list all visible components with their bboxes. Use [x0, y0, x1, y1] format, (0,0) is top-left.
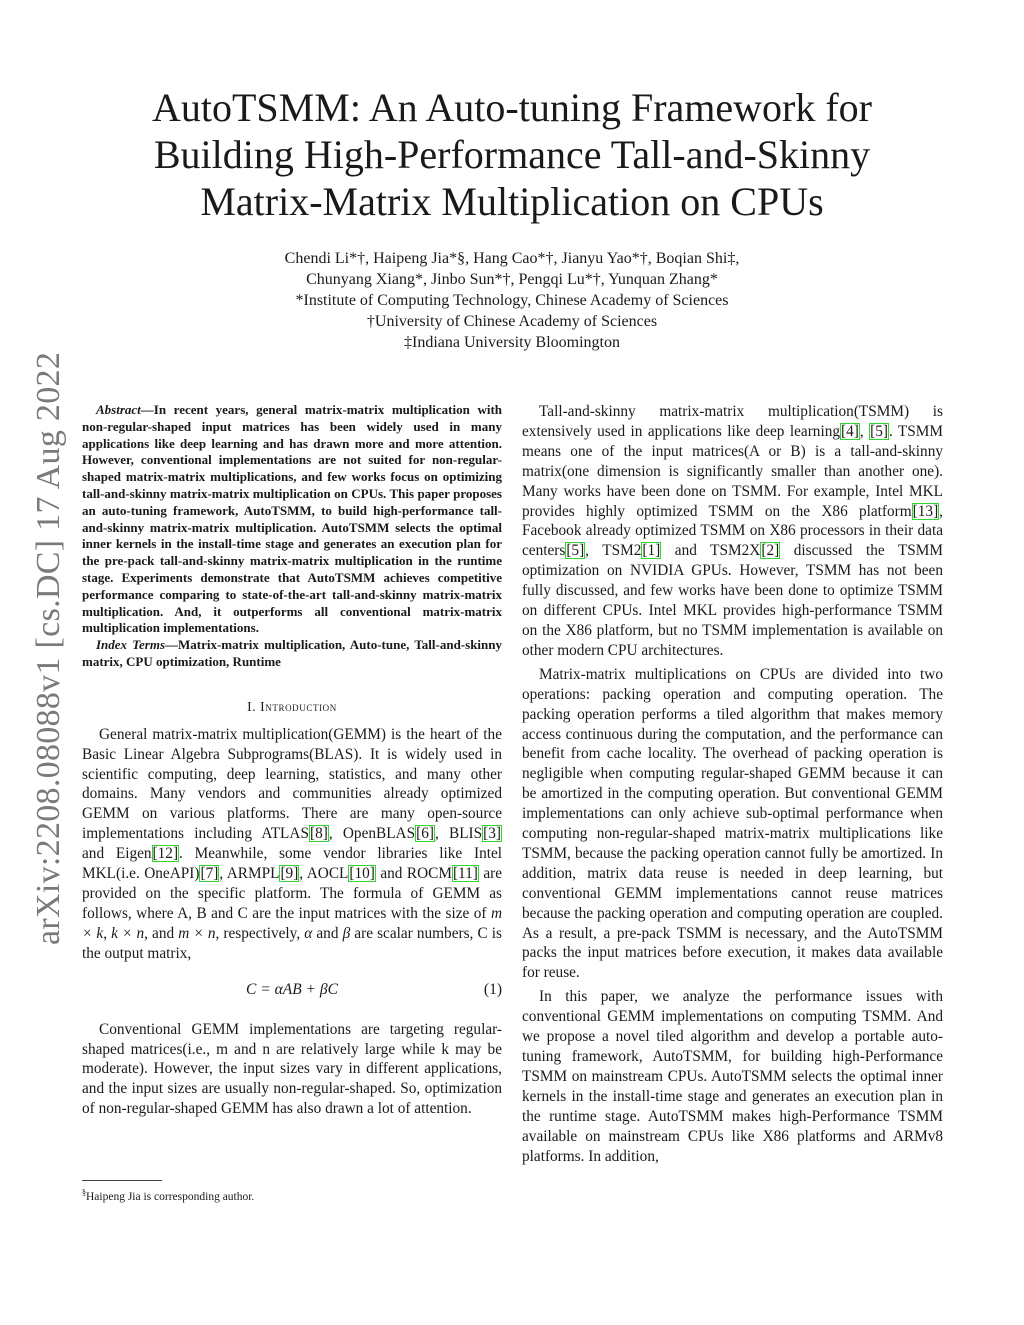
- math-inline: m × n: [178, 924, 216, 942]
- affiliation: *Institute of Computing Technology, Chinese Academy of Sciences: [295, 292, 729, 309]
- section-heading-introduction: [82, 699, 502, 715]
- equation-body: C = αAB + βC: [246, 980, 338, 998]
- citation-link[interactable]: [3]: [483, 825, 501, 843]
- title-line: Building High-Performance Tall-and-Skinny: [153, 132, 871, 177]
- paragraph: General matrix-matrix multiplication(GEMM) is the heart of the Basic Linear Algebra Subprograms(BLAS). It is widely used in scientific computing, deep learning, statistics, and many other domains. Many vendors and communities already optimized GEMM on various platforms. There are many open-source implementations including ATLAS[8], OpenBLAS[6], BLIS[3] and Eigen[12]. Meanwhile, some vendor libraries like Intel MKL(i.e. OneAPI)[7], ARMPL[9], AOCL[10] and ROCM[11] are provided on the specific platform. The formula of GEMM as follows, where A, B and C are the input matrices with the size of m × k, k × n, and m × n, respectively, α and β are scalar numbers, C is the output matrix,: [82, 725, 503, 962]
- left-column: [82, 402, 502, 1119]
- citation-link[interactable]: [10]: [349, 865, 375, 883]
- paragraph: In this paper, we analyze the performance issues with conventional GEMM implementations on computing TSMM. And we propose a novel tiled algorithm and develop a portable auto-tuning framework, AutoTSMM, for building high-Performance TSMM on mainstream CPUs. AutoTSMM selects the optimal inner kernels in the install-time stage and generates an execution plan in the runtime stage. AutoTSMM makes high-Performance TSMM available on mainstream CPUs like X86 platforms and ARMv8 platforms. In addition,: [522, 988, 943, 1165]
- citation-link[interactable]: [13]: [912, 502, 939, 520]
- section-title-text: Introduction: [260, 698, 337, 714]
- footnote-text: Haipeng Jia is corresponding author.: [86, 1190, 255, 1203]
- citation-link[interactable]: [11]: [452, 865, 478, 883]
- math-inline: k × n: [111, 924, 145, 942]
- citation-link[interactable]: [4]: [841, 422, 859, 440]
- citation-link[interactable]: [1]: [642, 542, 661, 560]
- author-line: Chunyang Xiang*, Jinbo Sun*†, Pengqi Lu*†, Yunquan Zhang*: [306, 271, 718, 288]
- paragraph: Conventional GEMM implementations are targeting regular-shaped matrices(i.e., m and n are relatively large while k may be moderate). However, the input sizes vary in different applications, and the input sizes are usually non-regular-shaped. So, optimization of non-regular-shaped GEMM has also drawn a lot of attention.: [82, 1020, 502, 1118]
- abstract-lead: Abstract: [96, 402, 141, 417]
- equation-1: [82, 976, 502, 1006]
- abstract-text: —In recent years, general matrix-matrix multiplication with non-regular-shaped input matrices has been widely used in many applications like deep learning and has drawn more and more attention. However, conventional implementations are not suited for non-regular-shaped matrix-matrix multiplications, and few works focus on optimizing tall-and-skinny matrix-matrix multiplication on CPUs. This paper proposes an auto-tuning framework, AutoTSMM, to build high-performance tall-and-skinny matrix-matrix multiplication. AutoTSMM selects the optimal inner kernels in the install-time stage and generates an execution plan for the pre-pack tall-and-skinny matrix-matrix multiplication in the runtime stage. Experiments demonstrate that AutoTSMM achieves competitive performance comparing to state-of-the-art tall-and-skinny matrix-matrix multiplication. And, it outperforms all conventional matrix-matrix multiplication implementations.: [82, 402, 502, 636]
- title-line: Matrix-Matrix Multiplication on CPUs: [200, 179, 824, 224]
- math-inline: m × k: [82, 904, 502, 942]
- citation-link[interactable]: [8]: [309, 825, 328, 843]
- paragraph: Tall-and-skinny matrix-matrix multiplication(TSMM) is extensively used in applications like deep learning[4], [5]. TSMM means one of the input matrices(A or B) is a tall-and-skinny matrix(one dimension is significantly smaller than another one). Many works have been done on TSMM. For example, Intel MKL provides highly optimized TSMM on the X86 platform[13], Facebook already optimized TSMM on X86 processors in their data centers[5], TSM2[1] and TSM2X[2] discussed the TSMM optimization on NVIDIA GPUs. However, TSMM has not been fully discussed, and few works have been done to optimize TSMM on different CPUs. Intel MKL provides high-performance TSMM on the X86 platform, but no TSMM implementation is available on other modern CPU architectures.: [522, 403, 943, 659]
- citation-link[interactable]: [5]: [870, 422, 888, 440]
- section-numeral: I.: [247, 698, 261, 714]
- index-terms-text: —Matrix-matrix multiplication, Auto-tune, Tall-and-skinny matrix, CPU optimization, Runtime: [82, 637, 502, 669]
- right-column: [522, 402, 943, 1166]
- intro-text: [82, 725, 502, 1119]
- footnote-rule: [82, 1180, 162, 1181]
- author-block: [100, 248, 924, 353]
- paragraph: Matrix-matrix multiplications on CPUs are divided into two operations: packing operation and computing operation. The packing operation performs a tiled algorithm that makes memory access continuous during the computation, and the performance can benefit from cache locality. The overhead of packing operation is negligible when computing regular-shaped GEMM because it can be amortized in the computing operation. But conventional GEMM implementations can only achieve sub-optimal performance when computing non-regular-shaped matrix-matrix multiplications like TSMM, because the packing operation cannot fully be amortized. In addition, matrix data reuse is needed in deep learning, but conventional GEMM implementations cannot reuse matrices because the packing operation and computing operation are coupled. As a result, a pre-pack TSMM is necessary, and the AutoTSMM packs the input matrices before execution, it makes data available for reuse.: [522, 665, 943, 982]
- index-terms-lead: Index Terms: [96, 637, 165, 653]
- footnote: [82, 1186, 254, 1204]
- affiliation: †University of Chinese Academy of Sciences: [366, 313, 658, 330]
- intro-text-continued: [522, 402, 943, 1166]
- citation-link[interactable]: [5]: [566, 542, 585, 560]
- citation-link[interactable]: [2]: [761, 542, 780, 560]
- abstract: [82, 402, 502, 671]
- math-inline: α: [304, 924, 313, 942]
- math-inline: β: [342, 924, 351, 942]
- arxiv-stamp: arXiv:2208.08088v1 [cs.DC] 17 Aug 2022: [30, 351, 67, 945]
- citation-link[interactable]: [6]: [416, 825, 434, 843]
- footnote-mark: §: [82, 1188, 86, 1197]
- citation-link[interactable]: [9]: [280, 865, 299, 883]
- citation-link[interactable]: [12]: [152, 845, 179, 863]
- equation-number: (1): [483, 980, 502, 998]
- paper-title: [100, 84, 924, 225]
- affiliation: ‡Indiana University Bloomington: [404, 334, 620, 351]
- title-line: AutoTSMM: An Auto-tuning Framework for: [152, 85, 872, 130]
- author-line: Chendi Li*†, Haipeng Jia*§, Hang Cao*†, Jianyu Yao*†, Boqian Shi‡,: [284, 250, 740, 267]
- citation-link[interactable]: [7]: [200, 865, 219, 883]
